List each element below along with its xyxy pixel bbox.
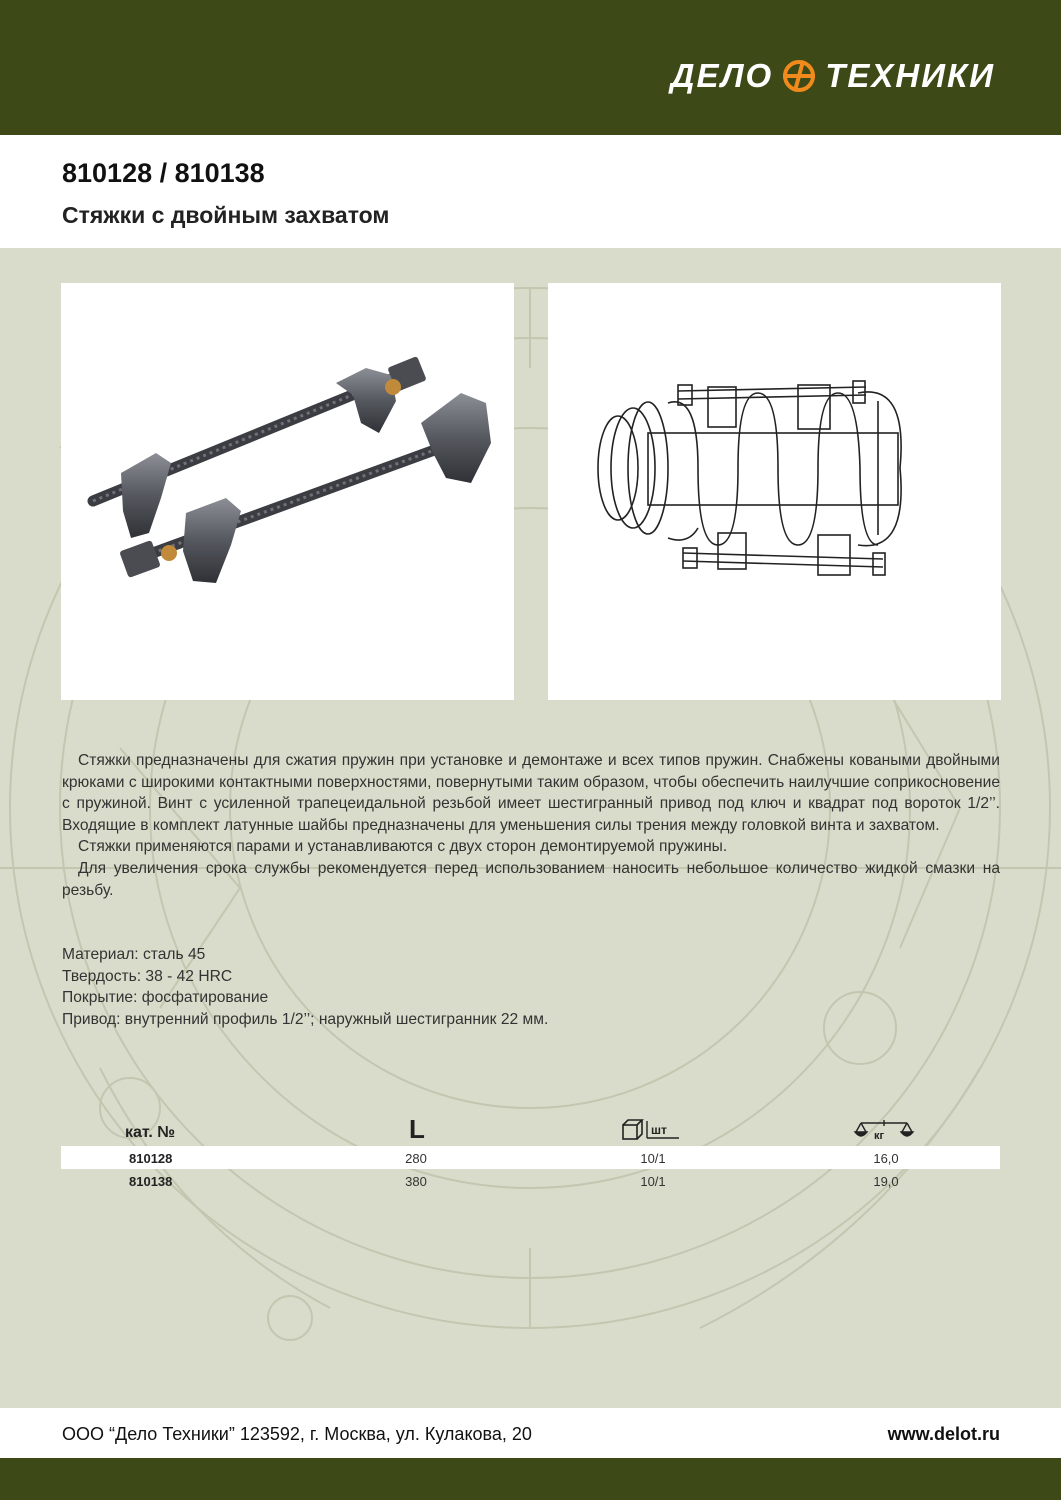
company-address: ООО “Дело Техники” 123592, г. Москва, ул. Кулакова, 20 (62, 1424, 532, 1444)
logo-text-right: ТЕХНИКИ (825, 57, 995, 94)
header-pack (621, 1118, 681, 1147)
description-paragraph: Стяжки предназначены для сжатия пружин при установке и демонтаже и всех типов пружин. Снабжены коваными двойными крюками с широкими контактными поверхностями, повернутыми таким образом, чтобы обеспечить наилучшие соприкосновение с пружиной. Винт с усиленной трапецеидальной резьбой имеет шестигранный привод под ключ и квадрат под вороток 1/2’’. Входящие в комплект латунные шайбы предназначены для уменьшения силы трения между головкой винта и захватом. (62, 752, 1000, 834)
description-paragraph: Для увеличения срока службы рекомендуется перед использованием наносить небольшое количество жидкой смазки на резьбу. (62, 859, 1000, 899)
header-length: L (409, 1114, 425, 1144)
table-row (61, 1146, 1000, 1169)
pack-unit-label: шт (651, 1123, 667, 1137)
product-photo (61, 283, 514, 700)
logo-mark-icon (779, 56, 819, 96)
description-paragraph: Стяжки применяются парами и устанавливаются с двух сторон демонтируемой пружины. (78, 838, 728, 856)
weight-unit-label: кг (874, 1130, 885, 1142)
product-specs (62, 944, 762, 1030)
product-description (62, 750, 1000, 901)
box-icon (621, 1118, 681, 1142)
installation-diagram (548, 283, 1001, 700)
header-weight (853, 1118, 915, 1149)
spec-drive: Привод: внутренний профиль 1/2’’; наружный шестигранник 22 мм. (62, 1010, 549, 1028)
title-band (0, 135, 1061, 248)
product-codes: 810128 / 810138 (62, 158, 265, 188)
spring-compressor-illustration (61, 283, 514, 700)
cell-weight: 16,0 (873, 1151, 899, 1166)
table-header (61, 1114, 1000, 1146)
cell-length: 280 (405, 1151, 427, 1166)
cell-pack: 10/1 (640, 1151, 666, 1166)
spec-hardness: Твердость: 38 - 42 HRC (62, 967, 233, 985)
scales-icon (853, 1118, 915, 1144)
cell-cat: 810128 (129, 1151, 173, 1166)
logo-text-left: ДЕЛО (670, 57, 774, 94)
cell-pack: 10/1 (640, 1174, 666, 1189)
product-table (61, 1114, 1000, 1192)
spec-material: Материал: сталь 45 (62, 946, 206, 963)
website-link[interactable]: www.delot.ru (887, 1424, 1000, 1444)
product-name: Стяжки с двойным захватом (62, 202, 390, 228)
cell-cat: 810138 (129, 1174, 173, 1189)
table-row (61, 1169, 1000, 1192)
footer-band (0, 1458, 1061, 1500)
cell-length: 380 (405, 1174, 427, 1189)
header-cat: кат. № (125, 1124, 176, 1141)
brand-logo (671, 56, 995, 96)
spec-coating: Покрытие: фосфатирование (62, 989, 269, 1007)
cell-weight: 19,0 (873, 1174, 899, 1189)
spring-diagram-illustration (548, 283, 1001, 700)
